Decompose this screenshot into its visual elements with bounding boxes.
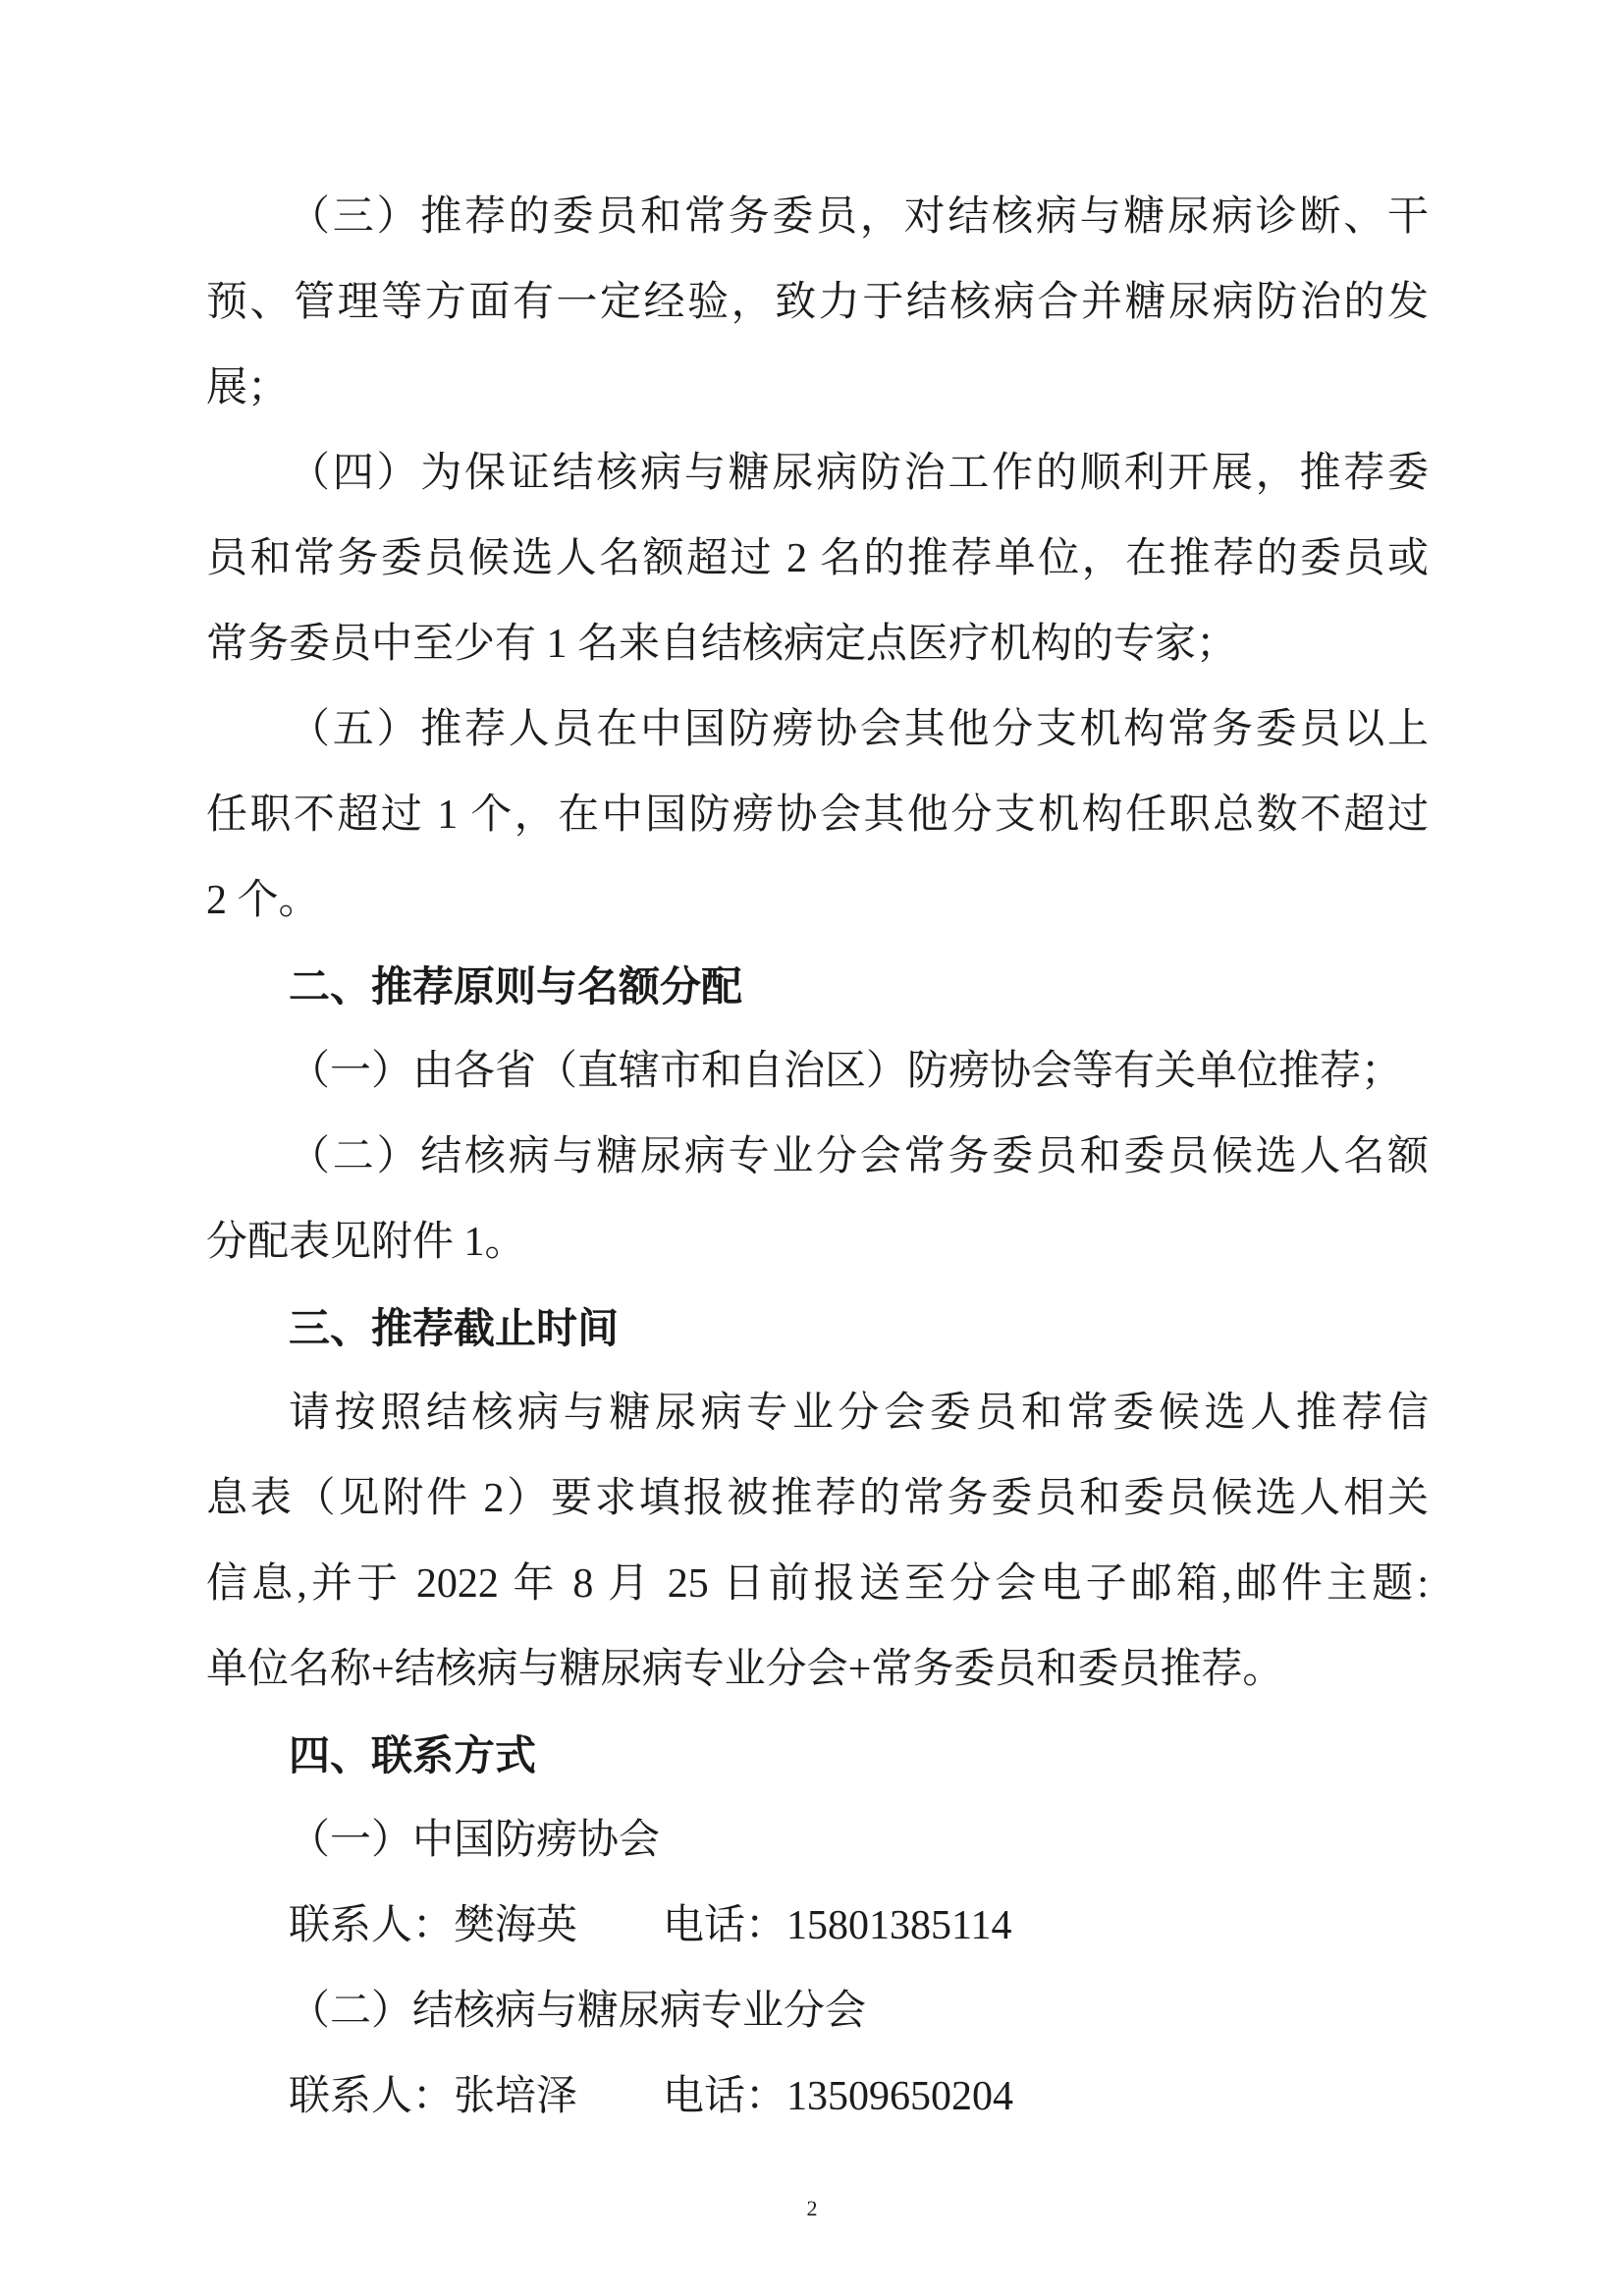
section-heading: 三、推荐截止时间 (289, 1305, 620, 1351)
paragraph-line: 息表（见附件 2）要求填报被推荐的常务委员和委员候选人相关 (206, 1476, 1429, 1521)
paragraph-line: 展； (206, 365, 290, 410)
page-number: 2 (806, 2196, 818, 2220)
contact-org-heading: （二）结核病与糖尿病专业分会 (289, 1989, 867, 2034)
paragraph-line: 请按照结核病与糖尿病专业分会委员和常委候选人推荐信 (289, 1391, 1429, 1436)
contact-phone: 电话：13509650204 (663, 2074, 1014, 2119)
contact-name: 联系人：张培泽 (289, 2074, 578, 2119)
paragraph-line: 员和常务委员候选人名额超过 2 名的推荐单位，在推荐的委员或 (206, 536, 1429, 581)
paragraph-line: 常务委员中至少有 1 名来自结核病定点医疗机构的专家； (206, 622, 1238, 667)
paragraph-line: 2 个。 (206, 878, 320, 923)
paragraph-line: （四）为保证结核病与糖尿病防治工作的顺利开展，推荐委 (289, 451, 1429, 496)
document-body (206, 175, 1429, 2140)
contact-phone: 电话：15801385114 (663, 1903, 1012, 1948)
contact-name: 联系人：樊海英 (289, 1903, 578, 1948)
paragraph-line: 任职不超过 1 个，在中国防痨协会其他分支机构任职总数不超过 (206, 793, 1429, 838)
paragraph-line: 单位名称+结核病与糖尿病专业分会+常务委员和委员推荐。 (206, 1647, 1284, 1692)
paragraph-line: （一）由各省（直辖市和自治区）防痨协会等有关单位推荐； (289, 1049, 1403, 1094)
paragraph-line: （五）推荐人员在中国防痨协会其他分支机构常务委员以上 (289, 707, 1429, 752)
section-heading: 四、联系方式 (289, 1732, 537, 1778)
paragraph-line: 预、管理等方面有一定经验，致力于结核病合并糖尿病防治的发 (206, 280, 1429, 325)
contact-row (206, 2054, 1429, 2140)
paragraph-line: （二）结核病与糖尿病专业分会常务委员和委员候选人名额 (289, 1134, 1429, 1179)
paragraph-line: （三）推荐的委员和常务委员，对结核病与糖尿病诊断、干 (289, 194, 1429, 240)
paragraph-line: 信息,并于 2022 年 8 月 25 日前报送至分会电子邮箱,邮件主题: (206, 1561, 1429, 1607)
section-heading: 二、推荐原则与名额分配 (289, 963, 743, 1010)
contact-row (206, 1884, 1429, 1969)
paragraph-line: 分配表见附件 1。 (206, 1220, 526, 1265)
contact-org-heading: （一）中国防痨协会 (289, 1818, 661, 1863)
